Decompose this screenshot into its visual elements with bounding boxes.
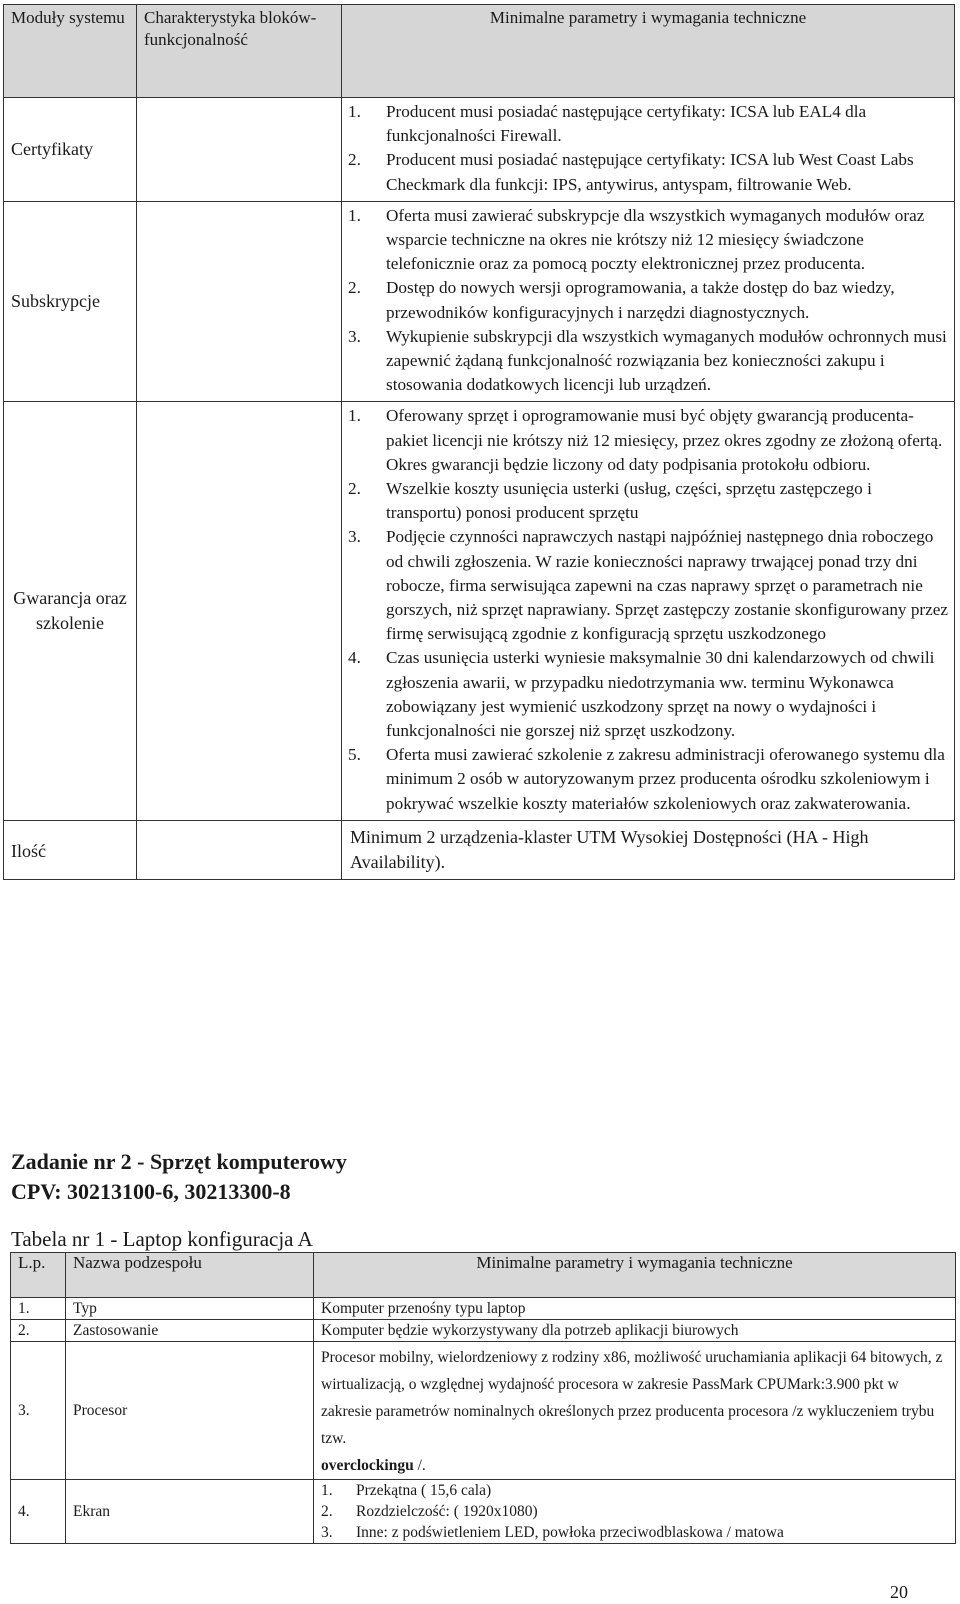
table-row [11, 1298, 956, 1320]
list-item [348, 743, 950, 816]
table-row [11, 1320, 956, 1342]
module-requirements: Minimum 2 urządzenia-klaster UTM Wysokiej Dostępności (HA - High Availability). [342, 820, 955, 879]
header-modules [4, 5, 137, 98]
list-item [321, 1480, 948, 1501]
table-row [4, 820, 955, 879]
table-row [4, 98, 955, 202]
item-number: 4. [348, 648, 361, 668]
list-item [321, 1522, 948, 1543]
list-item [348, 325, 950, 398]
item-number: 1. [348, 102, 361, 121]
list-item [348, 204, 950, 277]
laptop-spec-table [10, 1252, 956, 1544]
row-lp: 3. [11, 1342, 66, 1480]
item-text: Oferta musi zawierać szkolenie z zakresu administracji oferowanego systemu dla minimum 2 osób w autoryzowanym przez producenta ośrodku szkoleniowym i pokrywać wszelkie koszty materiałów szkoleniowych oraz zakwaterowania. [386, 745, 945, 813]
header-requirements [342, 5, 955, 98]
module-characteristics [137, 98, 342, 202]
item-text: Inne: z podświetleniem LED, powłoka przeciwodblaskowa / matowa [356, 1524, 784, 1541]
row-requirements [314, 1480, 956, 1544]
item-number: 3. [348, 326, 361, 346]
item-text: Wszelkie koszty usunięcia usterki (usług, części, sprzętu zastępczego i transportu) ponosi producent sprzętu [386, 479, 872, 523]
item-number: 3. [348, 527, 361, 547]
table-caption: Tabela nr 1 - Laptop konfiguracja A [11, 1227, 313, 1251]
row-component: Ekran [66, 1480, 314, 1544]
list-item [321, 1501, 948, 1522]
table-header-row [11, 1253, 956, 1298]
module-requirements [342, 201, 955, 402]
row-lp: 4. [11, 1480, 66, 1544]
row-requirements: Komputer będzie wykorzystywany dla potrzeb aplikacji biurowych [314, 1320, 956, 1342]
list-item [348, 404, 950, 477]
item-text: Podjęcie czynności naprawczych nastąpi najpóźniej następnego dnia roboczego od chwili zgłoszenia. W razie konieczności naprawy trwającej ponad trzy dni robocze, firma serwisująca zapewni na czas naprawy sprzęt o parametrach nie gorszych, niż sprzęt naprawiany. Sprzęt zastępczy zostanie skonfigurowany przez firmę serwisującą zgodnie z konfiguracją sprzętu uszkodzonego [386, 527, 949, 644]
list-item [348, 477, 950, 525]
list-item [348, 646, 950, 743]
section-title: Zadanie nr 2 - Sprzęt komputerowy [11, 1149, 347, 1174]
item-number: 2. [348, 278, 361, 298]
item-number: 1. [348, 205, 361, 225]
modules-table [3, 4, 955, 880]
row-lp: 1. [11, 1298, 66, 1320]
module-name: Ilość [4, 820, 137, 879]
item-number: 1. [321, 1482, 333, 1499]
requirements-tail: /. [413, 1457, 426, 1474]
header-requirements-label: Minimalne parametry i wymagania techniczne [489, 8, 807, 27]
row-component: Zastosowanie [66, 1320, 314, 1342]
item-number: 2. [321, 1503, 333, 1520]
item-text: Dostęp do nowych wersji oprogramowania, a także dostęp do baz wiedzy, przewodników konfiguracyjnych i narzędzi diagnostycznych. [386, 278, 895, 322]
module-characteristics [137, 402, 342, 820]
item-number: 1. [348, 406, 361, 426]
table-row [11, 1342, 956, 1480]
header-lp: L.p. [11, 1253, 66, 1298]
header-characteristics-label: Charakterystyka bloków-funkcjonalność [144, 8, 317, 49]
header-requirements: Minimalne parametry i wymagania techniczne [314, 1253, 956, 1298]
item-number: 5. [348, 745, 361, 765]
table-row [11, 1480, 956, 1544]
module-name: Gwarancja oraz szkolenie [4, 402, 137, 820]
item-number: 3. [321, 1524, 333, 1541]
item-number: 2. [348, 150, 361, 170]
list-item [348, 148, 950, 196]
table-header-row [4, 5, 955, 98]
module-name: Subskrypcje [4, 201, 137, 402]
header-characteristics [137, 5, 342, 98]
item-text: Producent musi posiadać następujące certyfikaty: ICSA lub EAL4 dla funkcjonalności Firewall. [386, 102, 867, 146]
item-text: Wykupienie subskrypcji dla wszystkich wymaganych modułów ochronnych musi zapewnić żądaną funkcjonalność rozwiązania bez konieczności zakupu i stosowania dodatkowych licencji lub urządzeń. [386, 326, 947, 395]
row-component: Procesor [66, 1342, 314, 1480]
requirements-bold-text: overclockingu [321, 1457, 414, 1474]
item-text: Czas usunięcia usterki wyniesie maksymalnie 30 dni kalendarzowych od chwili zgłoszenia awarii, w przypadku niedotrzymania ww. terminu Wykonawca zobowiązany jest wymienić uszkodzony sprzęt na nowy o wydajności i funkcjonalności nie gorszej niż sprzęt uszkodzony. [386, 648, 935, 741]
row-lp: 2. [11, 1320, 66, 1342]
list-item [348, 100, 950, 148]
table-row [4, 201, 955, 402]
row-requirements [314, 1342, 956, 1480]
table-row [4, 402, 955, 820]
requirements-text: Procesor mobilny, wielordzeniowy z rodziny x86, możliwość uruchamiania aplikacji 64 bitowych, z wirtualizacją, o względnej wydajność procesora w zakresie PassMark CPUMark:3.900 pkt w zakresie parametrów nominalnych określonych przez producenta procesora /z wykluczeniem trybu tzw. [321, 1349, 943, 1447]
section-cpv: CPV: 30213100-6, 30213300-8 [11, 1179, 291, 1204]
item-number: 2. [348, 479, 361, 499]
item-text: Oferta musi zawierać subskrypcje dla wszystkich wymaganych modułów oraz wsparcie techniczne na okres nie krótszy niż 12 miesięcy świadczone telefonicznie oraz za pomocą poczty elektronicznej przez producenta. [386, 205, 925, 274]
module-requirements [342, 98, 955, 202]
module-characteristics [137, 820, 342, 879]
header-component: Nazwa podzespołu [66, 1253, 314, 1298]
header-modules-label: Moduły systemu [11, 8, 125, 27]
item-text: Rozdzielczość: ( 1920x1080) [356, 1503, 538, 1520]
module-name: Certyfikaty [4, 98, 137, 202]
module-characteristics [137, 201, 342, 402]
module-requirements [342, 402, 955, 820]
list-item [348, 525, 950, 646]
list-item [348, 276, 950, 324]
row-component: Typ [66, 1298, 314, 1320]
row-requirements: Komputer przenośny typu laptop [314, 1298, 956, 1320]
page-number: 20 [890, 1582, 908, 1602]
item-text: Producent musi posiadać następujące certyfikaty: ICSA lub West Coast Labs Checkmark dla funkcji: IPS, antywirus, antyspam, filtrowanie Web. [386, 150, 914, 194]
item-text: Przekątna ( 15,6 cala) [356, 1482, 492, 1499]
item-text: Oferowany sprzęt i oprogramowanie musi być objęty gwarancją producenta-pakiet licencji nie krótszy niż 12 miesięcy, przez okres zgodny ze złożoną ofertą. Okres gwarancji będzie liczony od daty podpisania protokołu odbioru. [386, 406, 943, 474]
